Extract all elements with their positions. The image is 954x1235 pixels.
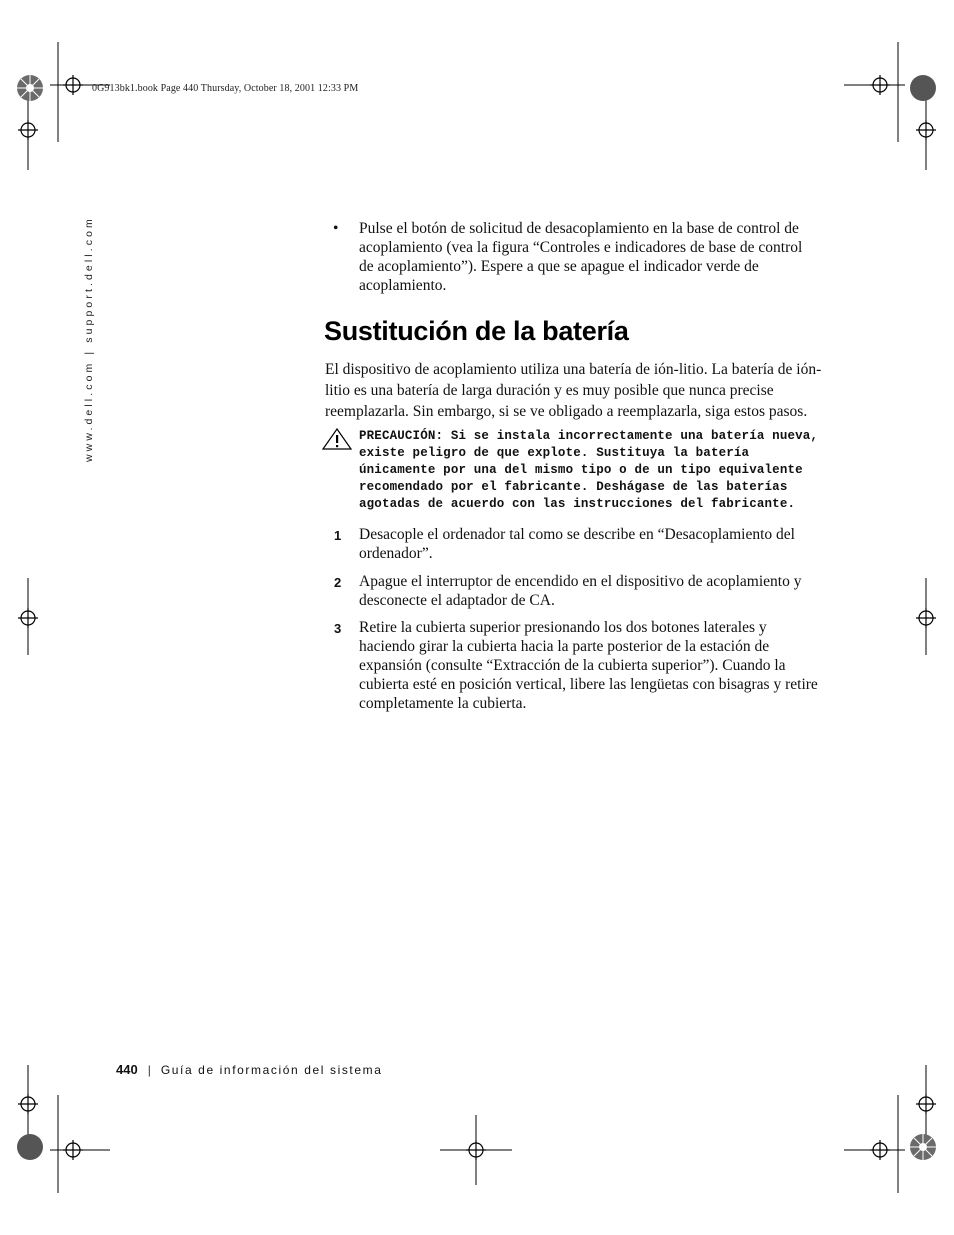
intro-paragraph: El dispositivo de acoplamiento utiliza una batería de ión-litio. La batería de ión-litio es una batería de larga duración y es muy posible que nunca precise reemplazarla. Sin embargo, si se ve obligado a reemplazarla, siga estos pasos.	[325, 361, 822, 420]
page-number: 440	[116, 1062, 138, 1077]
page-footer	[116, 1062, 383, 1077]
warning-triangle-icon	[322, 428, 352, 450]
sidebar-url: www.dell.com | support.dell.com	[83, 216, 95, 462]
step-number: 1	[334, 528, 342, 543]
step-text: Retire la cubierta superior presionando los dos botones laterales y haciendo girar la cubierta hacia la parte posterior de la estación de expansión (consulte “Extracción de la cubierta superior”). Cuando la cubierta esté en posición vertical, libere las lengüetas con bisagras y retire completamente la cubierta.	[359, 619, 818, 712]
step-text: Apague el interruptor de encendido en el dispositivo de acoplamiento y desconecte el adaptador de CA.	[359, 573, 802, 609]
section-heading: Sustitución de la batería	[324, 316, 629, 346]
footer-separator: |	[147, 1063, 151, 1077]
step-text: Desacople el ordenador tal como se describe en “Desacoplamiento del ordenador”.	[359, 526, 795, 562]
bullet-symbol: •	[333, 220, 339, 237]
print-header: 0G913bk1.book Page 440 Thursday, October 18, 2001 12:33 PM	[92, 83, 359, 94]
step-number: 3	[334, 621, 342, 636]
footer-title: Guía de información del sistema	[160, 1063, 383, 1077]
bullet-text: Pulse el botón de solicitud de desacoplamiento en la base de control de acoplamiento (vea la figura “Controles e indicadores de base de control de acoplamiento”). Espere a que se apague el indicador verde de acoplamiento.	[359, 220, 803, 294]
step-number: 2	[334, 575, 342, 590]
caution-text: PRECAUCIÓN: Si se instala incorrectamente una batería nueva, existe peligro de que explote. Sustituya la batería únicamente por una del mismo tipo o de un tipo equivalente recomendado por el fabricante. Deshágase de las baterías agotadas de acuerdo con las instrucciones del fabricante.	[359, 429, 819, 511]
